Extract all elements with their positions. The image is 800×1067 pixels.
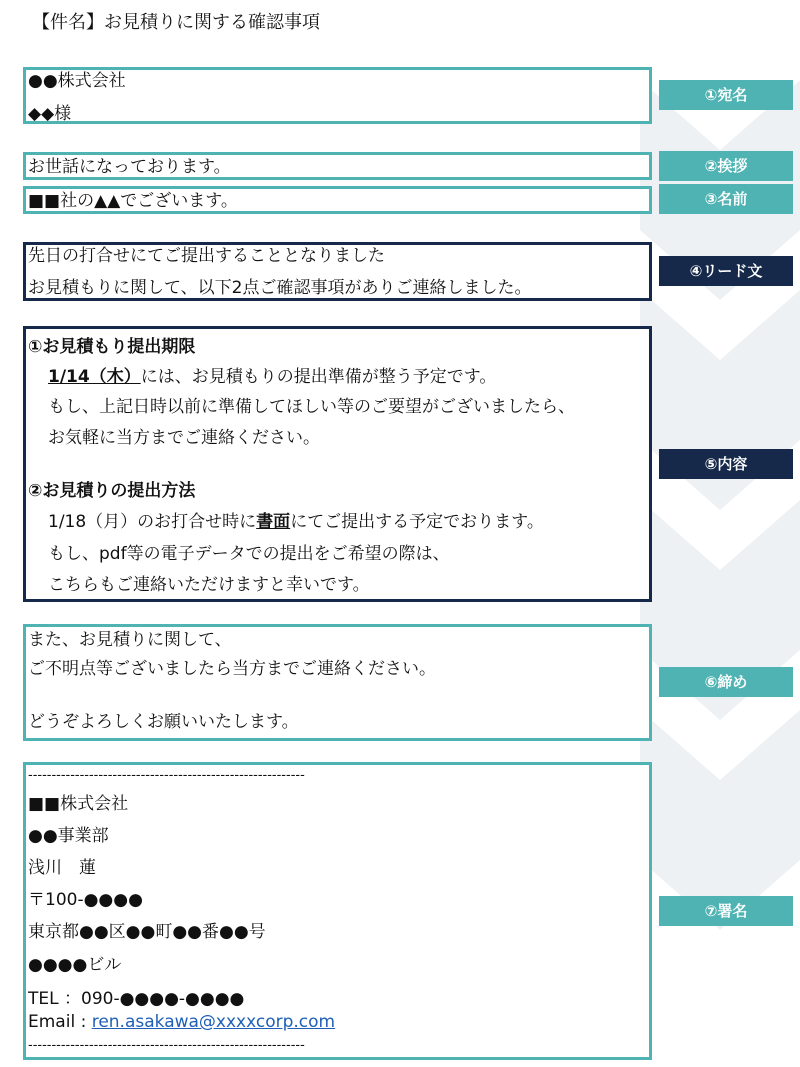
signature-rule-bottom: -----------------------------------------------------------: [28, 1038, 305, 1053]
content-item1-heading: ①お見積もり提出期限: [28, 337, 196, 357]
closing-line-2: ご不明点等ございましたら当方までご連絡ください。: [28, 659, 436, 679]
signature-department: ●●事業部: [28, 826, 109, 846]
method-pre: 1/18（月）のお打合せ時に: [48, 512, 257, 532]
signature-person: 浅川 蓮: [28, 858, 96, 878]
deadline-text: には、お見積もりの提出準備が整う予定です。: [140, 367, 497, 387]
content-item2-line1: [48, 510, 544, 534]
content-item2-heading: ②お見積りの提出方法: [28, 481, 196, 501]
label-address: ①宛名: [659, 80, 793, 110]
method-post: にてご提出する予定でおります。: [290, 512, 544, 532]
lead-line-1: 先日の打合せにてご提出することとなりました: [28, 246, 385, 266]
signature-company: ■■株式会社: [28, 794, 129, 814]
content-item2-line3: こちらもご連絡いただけますと幸いです。: [48, 575, 370, 595]
signature-email-line: [28, 1011, 335, 1033]
label-signature: ⑦署名: [659, 896, 793, 926]
content-item1-line2: もし、上記日時以前に準備してほしい等のご要望がございましたら、: [48, 397, 575, 417]
closing-box: [23, 624, 652, 741]
signature-address: 東京都●●区●●町●●番●●号: [28, 922, 266, 942]
signature-rule-top: -----------------------------------------------------------: [28, 768, 305, 783]
signature-box: [23, 762, 652, 1060]
method-paper: 書面: [256, 512, 291, 532]
signature-email-link[interactable]: ren.asakawa@xxxxcorp.com: [91, 1012, 336, 1032]
signature-tel: TEL ：090-●●●●-●●●●: [28, 989, 245, 1009]
greeting-box: [23, 152, 652, 180]
signature-email-label: Email :: [28, 1012, 92, 1032]
label-closing: ⑥締め: [659, 667, 793, 697]
content-item2-line2: もし、pdf等の電子データでの提出をご希望の際は、: [48, 544, 450, 564]
address-box: [23, 67, 652, 124]
content-box: [23, 326, 652, 602]
content-item1-line3: お気軽に当方までご連絡ください。: [48, 428, 320, 448]
label-greeting: ②挨拶: [659, 151, 793, 181]
label-lead: ④リード文: [659, 256, 793, 286]
name-box: [23, 186, 652, 214]
greeting-text: お世話になっております。: [28, 157, 231, 177]
signature-building: ●●●●ビル: [28, 955, 122, 975]
address-person: ◆◆様: [28, 104, 72, 124]
lead-line-2: お見積もりに関して、以下2点ご確認事項がありご連絡しました。: [28, 278, 532, 298]
closing-line-3: どうぞよろしくお願いいたします。: [28, 712, 299, 732]
closing-line-1: また、お見積りに関して、: [28, 630, 232, 650]
deadline-date: 1/14（木）: [48, 367, 141, 387]
email-subject: 【件名】お見積りに関する確認事項: [32, 12, 320, 33]
label-name: ③名前: [659, 184, 793, 214]
address-company: ●●株式会社: [28, 71, 126, 91]
label-content: ⑤内容: [659, 449, 793, 479]
name-text: ■■社の▲▲でございます。: [28, 191, 238, 211]
lead-box: [23, 242, 652, 301]
content-item1-line1: [48, 365, 496, 389]
signature-postal: 〒100-●●●●: [28, 890, 143, 910]
